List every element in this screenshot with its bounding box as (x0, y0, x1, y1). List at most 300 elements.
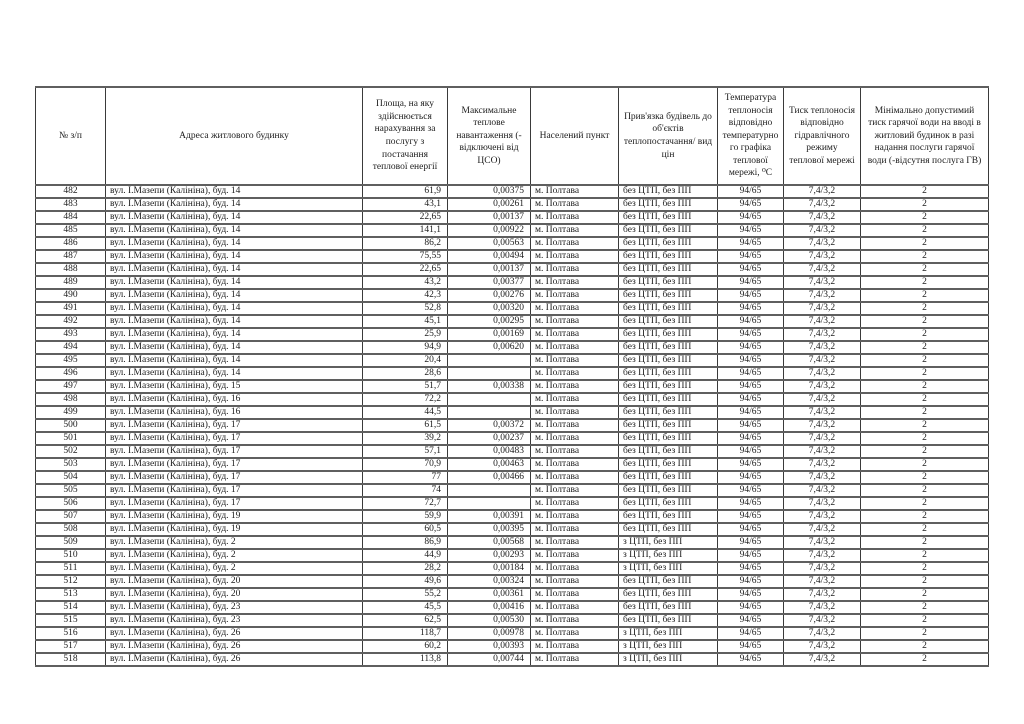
cell-min-pressure: 2 (861, 536, 989, 549)
cell-load: 0,00391 (448, 510, 531, 523)
cell-min-pressure: 2 (861, 471, 989, 484)
cell-temperature: 94/65 (718, 562, 784, 575)
col-header-temperature (718, 87, 784, 185)
cell-area: 22,65 (363, 263, 448, 276)
cell-address: вул. І.Мазепи (Калініна), буд. 17 (106, 432, 363, 445)
cell-address: вул. І.Мазепи (Калініна), буд. 26 (106, 653, 363, 666)
cell-binding: без ЦТП, без ПП (619, 354, 718, 367)
cell-num: 496 (36, 367, 106, 380)
cell-temperature: 94/65 (718, 315, 784, 328)
cell-pressure: 7,4/3,2 (784, 237, 861, 250)
col-header-address-label: Адреса житлового будинку (179, 130, 289, 141)
cell-area: 28,6 (363, 367, 448, 380)
cell-min-pressure: 2 (861, 302, 989, 315)
cell-binding: з ЦТП, без ПП (619, 653, 718, 666)
cell-address: вул. І.Мазепи (Калініна), буд. 14 (106, 367, 363, 380)
cell-area: 118,7 (363, 627, 448, 640)
cell-city: м. Полтава (531, 185, 619, 198)
cell-temperature: 94/65 (718, 640, 784, 653)
cell-load (448, 393, 531, 406)
cell-min-pressure: 2 (861, 484, 989, 497)
cell-binding: без ЦТП, без ПП (619, 211, 718, 224)
cell-address: вул. І.Мазепи (Калініна), буд. 16 (106, 393, 363, 406)
cell-city: м. Полтава (531, 276, 619, 289)
cell-temperature: 94/65 (718, 328, 784, 341)
cell-temperature: 94/65 (718, 458, 784, 471)
cell-address: вул. І.Мазепи (Калініна), буд. 14 (106, 315, 363, 328)
cell-city: м. Полтава (531, 367, 619, 380)
col-header-num-label: № з/п (59, 130, 82, 141)
cell-address: вул. І.Мазепи (Калініна), буд. 26 (106, 627, 363, 640)
cell-min-pressure: 2 (861, 367, 989, 380)
cell-min-pressure: 2 (861, 523, 989, 536)
cell-city: м. Полтава (531, 523, 619, 536)
cell-city: м. Полтава (531, 302, 619, 315)
cell-area: 86,9 (363, 536, 448, 549)
cell-load (448, 497, 531, 510)
cell-min-pressure: 2 (861, 575, 989, 588)
cell-temperature: 94/65 (718, 497, 784, 510)
cell-binding: без ЦТП, без ПП (619, 315, 718, 328)
cell-city: м. Полтава (531, 419, 619, 432)
cell-city: м. Полтава (531, 588, 619, 601)
cell-num: 492 (36, 315, 106, 328)
cell-city: м. Полтава (531, 536, 619, 549)
cell-temperature: 94/65 (718, 549, 784, 562)
cell-pressure: 7,4/3,2 (784, 380, 861, 393)
table-row (36, 328, 989, 341)
cell-num: 505 (36, 484, 106, 497)
cell-load: 0,00530 (448, 614, 531, 627)
cell-area: 61,5 (363, 419, 448, 432)
cell-city: м. Полтава (531, 250, 619, 263)
cell-binding: без ЦТП, без ПП (619, 588, 718, 601)
cell-pressure: 7,4/3,2 (784, 640, 861, 653)
cell-pressure: 7,4/3,2 (784, 562, 861, 575)
cell-city: м. Полтава (531, 640, 619, 653)
cell-address: вул. І.Мазепи (Калініна), буд. 15 (106, 380, 363, 393)
cell-binding: без ЦТП, без ПП (619, 263, 718, 276)
cell-num: 490 (36, 289, 106, 302)
cell-load: 0,00744 (448, 653, 531, 666)
cell-area: 55,2 (363, 588, 448, 601)
cell-address: вул. І.Мазепи (Калініна), буд. 14 (106, 198, 363, 211)
cell-pressure: 7,4/3,2 (784, 393, 861, 406)
cell-address: вул. І.Мазепи (Калініна), буд. 20 (106, 588, 363, 601)
cell-num: 495 (36, 354, 106, 367)
cell-load: 0,00137 (448, 263, 531, 276)
cell-num: 503 (36, 458, 106, 471)
cell-binding: без ЦТП, без ПП (619, 393, 718, 406)
table-row (36, 211, 989, 224)
cell-binding: без ЦТП, без ПП (619, 445, 718, 458)
table-row (36, 562, 989, 575)
cell-pressure: 7,4/3,2 (784, 354, 861, 367)
table-row (36, 614, 989, 627)
col-header-address (106, 87, 363, 185)
cell-binding: без ЦТП, без ПП (619, 341, 718, 354)
cell-load: 0,00922 (448, 224, 531, 237)
cell-address: вул. І.Мазепи (Калініна), буд. 14 (106, 289, 363, 302)
cell-min-pressure: 2 (861, 276, 989, 289)
cell-temperature: 94/65 (718, 484, 784, 497)
cell-num: 489 (36, 276, 106, 289)
cell-load: 0,00137 (448, 211, 531, 224)
cell-load: 0,00293 (448, 549, 531, 562)
cell-pressure: 7,4/3,2 (784, 289, 861, 302)
cell-min-pressure: 2 (861, 289, 989, 302)
cell-area: 20,4 (363, 354, 448, 367)
cell-binding: без ЦТП, без ПП (619, 302, 718, 315)
cell-binding: з ЦТП, без ПП (619, 536, 718, 549)
table-row (36, 341, 989, 354)
cell-binding: без ЦТП, без ПП (619, 367, 718, 380)
table-header-row (36, 87, 989, 185)
cell-num: 508 (36, 523, 106, 536)
cell-address: вул. І.Мазепи (Калініна), буд. 19 (106, 523, 363, 536)
cell-address: вул. І.Мазепи (Калініна), буд. 14 (106, 250, 363, 263)
cell-load: 0,00375 (448, 185, 531, 198)
cell-temperature: 94/65 (718, 523, 784, 536)
cell-binding: без ЦТП, без ПП (619, 471, 718, 484)
cell-address: вул. І.Мазепи (Калініна), буд. 19 (106, 510, 363, 523)
cell-city: м. Полтава (531, 393, 619, 406)
col-header-binding-label: Прив'язка будівель до об'єктів теплопостачання/ вид цін (623, 111, 713, 160)
table-row (36, 497, 989, 510)
cell-pressure: 7,4/3,2 (784, 614, 861, 627)
cell-pressure: 7,4/3,2 (784, 198, 861, 211)
table-row (36, 627, 989, 640)
cell-area: 44,9 (363, 549, 448, 562)
cell-num: 504 (36, 471, 106, 484)
cell-num: 501 (36, 432, 106, 445)
cell-num: 511 (36, 562, 106, 575)
cell-city: м. Полтава (531, 614, 619, 627)
cell-area: 77 (363, 471, 448, 484)
table-header (36, 87, 989, 185)
cell-pressure: 7,4/3,2 (784, 484, 861, 497)
cell-address: вул. І.Мазепи (Калініна), буд. 16 (106, 406, 363, 419)
cell-binding: без ЦТП, без ПП (619, 237, 718, 250)
cell-min-pressure: 2 (861, 458, 989, 471)
cell-min-pressure: 2 (861, 445, 989, 458)
cell-address: вул. І.Мазепи (Калініна), буд. 17 (106, 458, 363, 471)
cell-min-pressure: 2 (861, 237, 989, 250)
cell-binding: без ЦТП, без ПП (619, 523, 718, 536)
cell-city: м. Полтава (531, 445, 619, 458)
cell-load: 0,00338 (448, 380, 531, 393)
cell-area: 51,7 (363, 380, 448, 393)
cell-binding: без ЦТП, без ПП (619, 224, 718, 237)
table-row (36, 289, 989, 302)
cell-temperature: 94/65 (718, 471, 784, 484)
col-header-area (363, 87, 448, 185)
cell-temperature: 94/65 (718, 510, 784, 523)
table-row (36, 250, 989, 263)
col-header-temperature-label: Температура теплоносія відповідно температурного графіка теплової мережі, ⁰С (722, 93, 779, 179)
cell-min-pressure: 2 (861, 380, 989, 393)
cell-city: м. Полтава (531, 289, 619, 302)
cell-area: 113,8 (363, 653, 448, 666)
cell-address: вул. І.Мазепи (Калініна), буд. 14 (106, 328, 363, 341)
cell-city: м. Полтава (531, 211, 619, 224)
table-row (36, 263, 989, 276)
cell-city: м. Полтава (531, 510, 619, 523)
cell-min-pressure: 2 (861, 640, 989, 653)
table-row (36, 640, 989, 653)
cell-num: 493 (36, 328, 106, 341)
cell-load: 0,00324 (448, 575, 531, 588)
cell-address: вул. І.Мазепи (Калініна), буд. 14 (106, 211, 363, 224)
cell-load: 0,00169 (448, 328, 531, 341)
cell-load: 0,00276 (448, 289, 531, 302)
cell-min-pressure: 2 (861, 224, 989, 237)
cell-area: 72,7 (363, 497, 448, 510)
cell-area: 94,9 (363, 341, 448, 354)
cell-binding: без ЦТП, без ПП (619, 614, 718, 627)
cell-load: 0,00184 (448, 562, 531, 575)
cell-city: м. Полтава (531, 224, 619, 237)
table-row (36, 510, 989, 523)
cell-num: 506 (36, 497, 106, 510)
cell-pressure: 7,4/3,2 (784, 367, 861, 380)
cell-num: 486 (36, 237, 106, 250)
cell-num: 497 (36, 380, 106, 393)
cell-temperature: 94/65 (718, 211, 784, 224)
cell-load: 0,00463 (448, 458, 531, 471)
table-row (36, 419, 989, 432)
cell-pressure: 7,4/3,2 (784, 185, 861, 198)
cell-temperature: 94/65 (718, 367, 784, 380)
table-row (36, 653, 989, 666)
cell-address: вул. І.Мазепи (Калініна), буд. 17 (106, 497, 363, 510)
cell-binding: без ЦТП, без ПП (619, 432, 718, 445)
cell-area: 45,1 (363, 315, 448, 328)
table-row (36, 471, 989, 484)
cell-city: м. Полтава (531, 562, 619, 575)
cell-temperature: 94/65 (718, 185, 784, 198)
cell-area: 70,9 (363, 458, 448, 471)
cell-num: 488 (36, 263, 106, 276)
table-row (36, 523, 989, 536)
cell-min-pressure: 2 (861, 549, 989, 562)
cell-temperature: 94/65 (718, 237, 784, 250)
cell-min-pressure: 2 (861, 406, 989, 419)
cell-temperature: 94/65 (718, 276, 784, 289)
cell-num: 507 (36, 510, 106, 523)
cell-area: 72,2 (363, 393, 448, 406)
cell-min-pressure: 2 (861, 341, 989, 354)
cell-pressure: 7,4/3,2 (784, 549, 861, 562)
cell-area: 57,1 (363, 445, 448, 458)
cell-city: м. Полтава (531, 458, 619, 471)
cell-address: вул. І.Мазепи (Калініна), буд. 14 (106, 354, 363, 367)
cell-num: 491 (36, 302, 106, 315)
cell-load: 0,00978 (448, 627, 531, 640)
cell-area: 39,2 (363, 432, 448, 445)
cell-num: 498 (36, 393, 106, 406)
cell-num: 518 (36, 653, 106, 666)
cell-address: вул. І.Мазепи (Калініна), буд. 2 (106, 549, 363, 562)
cell-address: вул. І.Мазепи (Калініна), буд. 26 (106, 640, 363, 653)
cell-city: м. Полтава (531, 549, 619, 562)
cell-pressure: 7,4/3,2 (784, 497, 861, 510)
cell-area: 43,1 (363, 198, 448, 211)
col-header-city-label: Населений пункт (539, 130, 610, 141)
cell-min-pressure: 2 (861, 627, 989, 640)
table-row (36, 458, 989, 471)
cell-area: 62,5 (363, 614, 448, 627)
cell-temperature: 94/65 (718, 588, 784, 601)
cell-binding: без ЦТП, без ПП (619, 406, 718, 419)
col-header-area-label: Площа, на яку здійснюється нарахування за послугу з постачання теплової енергії (372, 99, 438, 173)
cell-min-pressure: 2 (861, 263, 989, 276)
cell-min-pressure: 2 (861, 328, 989, 341)
cell-area: 49,6 (363, 575, 448, 588)
cell-load: 0,00494 (448, 250, 531, 263)
cell-address: вул. І.Мазепи (Калініна), буд. 2 (106, 562, 363, 575)
table-row (36, 432, 989, 445)
cell-load: 0,00377 (448, 276, 531, 289)
cell-min-pressure: 2 (861, 614, 989, 627)
cell-pressure: 7,4/3,2 (784, 523, 861, 536)
cell-area: 52,8 (363, 302, 448, 315)
cell-city: м. Полтава (531, 432, 619, 445)
cell-pressure: 7,4/3,2 (784, 458, 861, 471)
cell-area: 75,55 (363, 250, 448, 263)
cell-city: м. Полтава (531, 315, 619, 328)
cell-min-pressure: 2 (861, 653, 989, 666)
cell-address: вул. І.Мазепи (Калініна), буд. 23 (106, 601, 363, 614)
cell-binding: без ЦТП, без ПП (619, 601, 718, 614)
cell-binding: без ЦТП, без ПП (619, 575, 718, 588)
cell-load: 0,00393 (448, 640, 531, 653)
cell-min-pressure: 2 (861, 510, 989, 523)
cell-area: 59,9 (363, 510, 448, 523)
cell-binding: без ЦТП, без ПП (619, 484, 718, 497)
cell-num: 512 (36, 575, 106, 588)
cell-pressure: 7,4/3,2 (784, 575, 861, 588)
table-row (36, 588, 989, 601)
cell-load: 0,00361 (448, 588, 531, 601)
cell-temperature: 94/65 (718, 263, 784, 276)
cell-city: м. Полтава (531, 354, 619, 367)
cell-address: вул. І.Мазепи (Калініна), буд. 14 (106, 237, 363, 250)
table-row (36, 276, 989, 289)
col-header-pressure-label: Тиск теплоносія відповідно гідравлічного режиму теплової мережі (788, 105, 856, 166)
cell-num: 484 (36, 211, 106, 224)
cell-address: вул. І.Мазепи (Калініна), буд. 17 (106, 471, 363, 484)
cell-min-pressure: 2 (861, 562, 989, 575)
table-row (36, 536, 989, 549)
col-header-pressure (784, 87, 861, 185)
cell-binding: з ЦТП, без ПП (619, 562, 718, 575)
cell-area: 61,9 (363, 185, 448, 198)
cell-address: вул. І.Мазепи (Калініна), буд. 14 (106, 263, 363, 276)
cell-city: м. Полтава (531, 237, 619, 250)
table-row (36, 185, 989, 198)
cell-pressure: 7,4/3,2 (784, 263, 861, 276)
table-row (36, 549, 989, 562)
cell-num: 516 (36, 627, 106, 640)
cell-binding: без ЦТП, без ПП (619, 276, 718, 289)
cell-area: 45,5 (363, 601, 448, 614)
cell-address: вул. І.Мазепи (Калініна), буд. 14 (106, 276, 363, 289)
cell-num: 514 (36, 601, 106, 614)
cell-num: 517 (36, 640, 106, 653)
cell-temperature: 94/65 (718, 614, 784, 627)
cell-binding: з ЦТП, без ПП (619, 549, 718, 562)
cell-temperature: 94/65 (718, 419, 784, 432)
table-row (36, 315, 989, 328)
cell-num: 510 (36, 549, 106, 562)
cell-num: 500 (36, 419, 106, 432)
cell-temperature: 94/65 (718, 354, 784, 367)
cell-binding: з ЦТП, без ПП (619, 627, 718, 640)
cell-area: 25,9 (363, 328, 448, 341)
cell-city: м. Полтава (531, 341, 619, 354)
cell-area: 28,2 (363, 562, 448, 575)
cell-city: м. Полтава (531, 484, 619, 497)
cell-binding: без ЦТП, без ПП (619, 250, 718, 263)
cell-load: 0,00620 (448, 341, 531, 354)
cell-pressure: 7,4/3,2 (784, 406, 861, 419)
cell-load: 0,00568 (448, 536, 531, 549)
cell-temperature: 94/65 (718, 380, 784, 393)
cell-city: м. Полтава (531, 497, 619, 510)
cell-load: 0,00320 (448, 302, 531, 315)
cell-temperature: 94/65 (718, 302, 784, 315)
cell-temperature: 94/65 (718, 393, 784, 406)
cell-load (448, 484, 531, 497)
cell-binding: без ЦТП, без ПП (619, 419, 718, 432)
cell-temperature: 94/65 (718, 406, 784, 419)
cell-num: 485 (36, 224, 106, 237)
cell-load (448, 406, 531, 419)
cell-min-pressure: 2 (861, 432, 989, 445)
cell-pressure: 7,4/3,2 (784, 588, 861, 601)
cell-address: вул. І.Мазепи (Калініна), буд. 17 (106, 419, 363, 432)
cell-load: 0,00483 (448, 445, 531, 458)
cell-city: м. Полтава (531, 471, 619, 484)
table-row (36, 198, 989, 211)
cell-pressure: 7,4/3,2 (784, 224, 861, 237)
cell-num: 513 (36, 588, 106, 601)
table-row (36, 445, 989, 458)
cell-load: 0,00295 (448, 315, 531, 328)
cell-num: 502 (36, 445, 106, 458)
cell-pressure: 7,4/3,2 (784, 432, 861, 445)
cell-binding: без ЦТП, без ПП (619, 458, 718, 471)
cell-address: вул. І.Мазепи (Калініна), буд. 14 (106, 224, 363, 237)
cell-pressure: 7,4/3,2 (784, 276, 861, 289)
table-body (36, 185, 989, 666)
cell-temperature: 94/65 (718, 224, 784, 237)
cell-temperature: 94/65 (718, 575, 784, 588)
cell-num: 499 (36, 406, 106, 419)
table-row (36, 224, 989, 237)
cell-pressure: 7,4/3,2 (784, 627, 861, 640)
cell-city: м. Полтава (531, 380, 619, 393)
col-header-load (448, 87, 531, 185)
col-header-min-pressure-label: Мінімально допустимий тиск гарячої води на вводі в житловий будинок в разі надання послуги гарячої води (-відсутня послуга ГВ) (867, 105, 982, 166)
cell-address: вул. І.Мазепи (Калініна), буд. 14 (106, 185, 363, 198)
cell-area: 22,65 (363, 211, 448, 224)
table-row (36, 393, 989, 406)
cell-temperature: 94/65 (718, 653, 784, 666)
table-row (36, 575, 989, 588)
cell-pressure: 7,4/3,2 (784, 445, 861, 458)
